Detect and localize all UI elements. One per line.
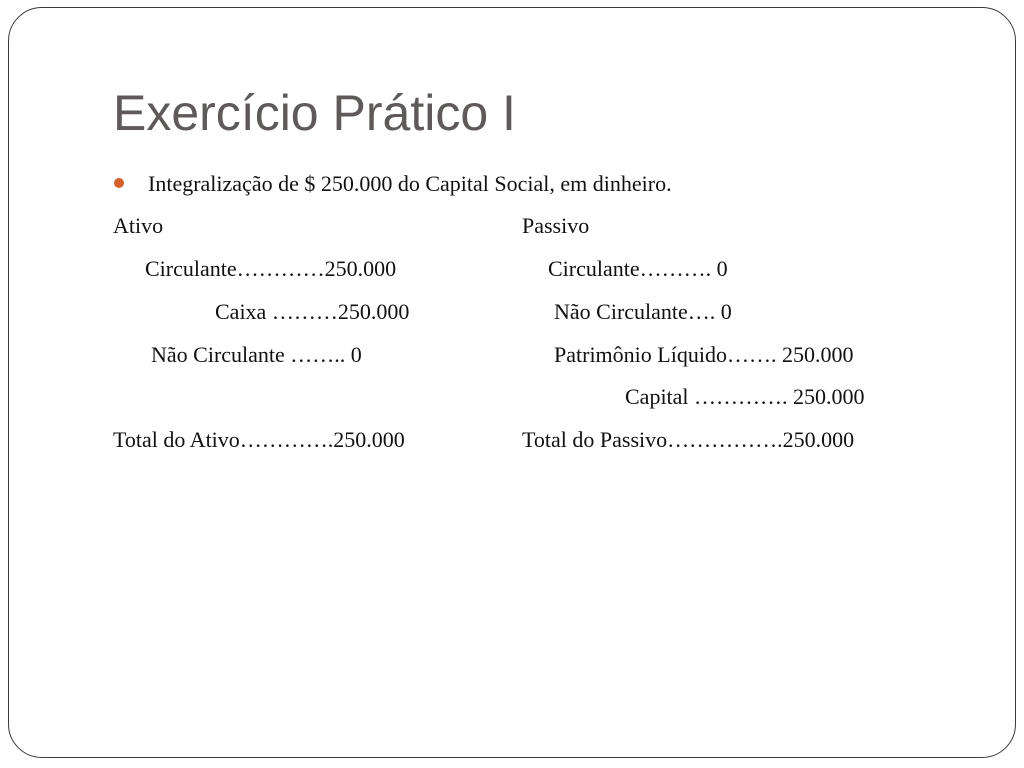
capital: Capital …………. 250.000 bbox=[625, 384, 865, 409]
patrimonio-liquido: Patrimônio Líquido……. 250.000 bbox=[554, 342, 854, 367]
ativo-total: Total do Ativo………….250.000 bbox=[113, 427, 405, 452]
bullet-text: Integralização de $ 250.000 do Capital Social, em dinheiro. bbox=[148, 171, 672, 196]
passivo-nao-circulante: Não Circulante…. 0 bbox=[554, 299, 732, 324]
passivo-circulante: Circulante………. 0 bbox=[548, 256, 728, 281]
bullet-dot-icon bbox=[114, 178, 124, 188]
ativo-circulante: Circulante…………250.000 bbox=[145, 256, 397, 281]
slide-title: Exercício Prático I bbox=[113, 85, 516, 141]
passivo-heading: Passivo bbox=[522, 213, 590, 238]
passivo-total: Total do Passivo…………….250.000 bbox=[522, 427, 855, 452]
ativo-caixa: Caixa ………250.000 bbox=[215, 299, 410, 324]
ativo-heading: Ativo bbox=[113, 213, 164, 238]
ativo-nao-circulante: Não Circulante …….. 0 bbox=[151, 342, 362, 367]
